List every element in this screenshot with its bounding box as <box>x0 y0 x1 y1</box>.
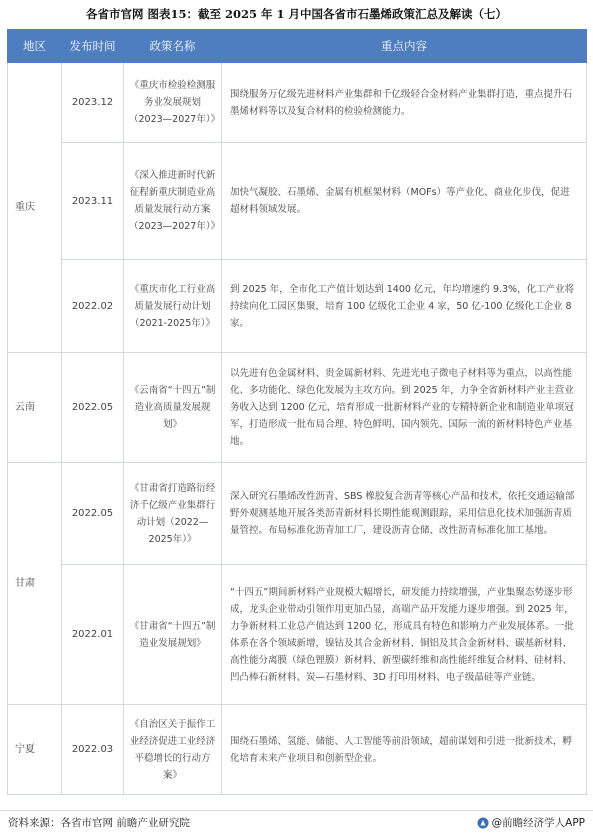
brand-label: @前瞻经济学人APP <box>491 817 585 829</box>
content-cell: 加快气凝胶、石墨烯、金属有机框架材料（MOFs）等产业化、商业化步伐，促进超材料领域发展。 <box>222 143 587 260</box>
table-row <box>8 260 587 353</box>
date-cell: 2023.12 <box>62 63 124 143</box>
col-header-date: 发布时间 <box>62 30 124 63</box>
col-header-policy: 政策名称 <box>124 30 222 63</box>
region-cell: 宁夏 <box>8 705 62 795</box>
policy-cell: 《重庆市检验检测服务业发展规划（2023—2027年）》 <box>124 63 222 143</box>
table-header-row <box>8 30 587 63</box>
policy-cell: 《重庆市化工行业高质量发展行动计划（2021-2025年）》 <box>124 260 222 353</box>
date-cell: 2022.05 <box>62 353 124 463</box>
date-cell: 2022.01 <box>62 565 124 705</box>
col-header-region: 地区 <box>8 30 62 63</box>
content-cell: 围绕服务万亿级先进材料产业集群和千亿级轻合金材料产业集群打造，重点提升石墨烯材料等以及复合材料的检验检测能力。 <box>222 63 587 143</box>
footer <box>0 810 593 834</box>
region-cell: 云南 <box>8 353 62 463</box>
date-cell: 2023.11 <box>62 143 124 260</box>
brand-logo-icon <box>477 817 489 829</box>
policy-cell: 《云南省“十四五”制造业高质量发展规划》 <box>124 353 222 463</box>
brand-mark <box>477 815 585 830</box>
policy-table <box>7 29 587 795</box>
date-cell: 2022.05 <box>62 463 124 565</box>
table-row <box>8 565 587 705</box>
content-cell: 深入研究石墨烯改性沥青、SBS 橡胶复合沥青等核心产品和技术，依托交通运输部野外观测基地开展各类沥青新材料长期性能观测跟踪，采用信息化技术加强沥青质量管控。布局标准化沥青加工厂，建设沥青仓储、改性沥青标准化加工基地。 <box>222 463 587 565</box>
table-row <box>8 463 587 565</box>
source-note: 资料来源：各省市官网 前瞻产业研究院 <box>8 817 190 829</box>
table-row <box>8 353 587 463</box>
table-row <box>8 705 587 795</box>
content-cell: “十四五”期间新材料产业规模大幅增长，研发能力持续增强，产业集聚态势逐步形成，龙头企业带动引领作用更加凸显，高端产品开发能力逐步增强。到 2025 年，力争新材料工业总产值达到 1200 亿，形成具有特色和影响力产业发展体系。一批体系在各个领域新增，镍钴及其合金新材料、铜铝及其合金新材料、碳基新材料、高性能分离膜（绿色锂膜）新材料、新型碳纤维和高性能纤维复合材料、硅材料、凹凸棒石新材料、炭—石墨材料、3D 打印用材料、电子级晶硅等产业链。 <box>222 565 587 705</box>
content-cell: 到 2025 年，全市化工产值计划达到 1400 亿元，年均增速约 9.3%，化工产业将持续向化工园区集聚，培育 100 亿级化工企业 4 家，50 亿-100 亿级化工企业 8 家。 <box>222 260 587 353</box>
region-cell: 甘肃 <box>8 463 62 705</box>
table-row <box>8 143 587 260</box>
policy-cell: 《深入推进新时代新征程新重庆制造业高质量发展行动方案（2023—2027年）》 <box>124 143 222 260</box>
date-cell: 2022.02 <box>62 260 124 353</box>
col-header-content: 重点内容 <box>222 30 587 63</box>
table-row <box>8 63 587 143</box>
content-cell: 围绕石墨烯、氢能、储能、人工智能等前沿领域，超前谋划和引进一批新技术，孵化培育未来产业项目和创新型企业。 <box>222 705 587 795</box>
policy-cell: 《甘肃省打造路衍经济千亿级产业集群行动计划（2022—2025年）》 <box>124 463 222 565</box>
figure-title: 各省市官网 图表15：截至 2025 年 1 月中国各省市石墨烯政策汇总及解读（七） <box>85 7 508 21</box>
content-cell: 以先进有色金属材料、贵金属新材料、先进光电子微电子材料等为重点，以高性能化、多功能化、绿色化发展为主攻方向。到 2025 年，力争全省新材料产业主营业务收入达到 1200 亿元，培育形成一批新材料产业的专精特新企业和制造业单项冠军，打造形成一批布局合理、特色鲜明、国内领先、国际一流的新材料特色产业基地。 <box>222 353 587 463</box>
policy-cell: 《甘肃省“十四五”制造业发展规划》 <box>124 565 222 705</box>
date-cell: 2022.03 <box>62 705 124 795</box>
policy-cell: 《自治区关于振作工业经济促进工业经济平稳增长的行动方案》 <box>124 705 222 795</box>
region-cell: 重庆 <box>8 63 62 353</box>
